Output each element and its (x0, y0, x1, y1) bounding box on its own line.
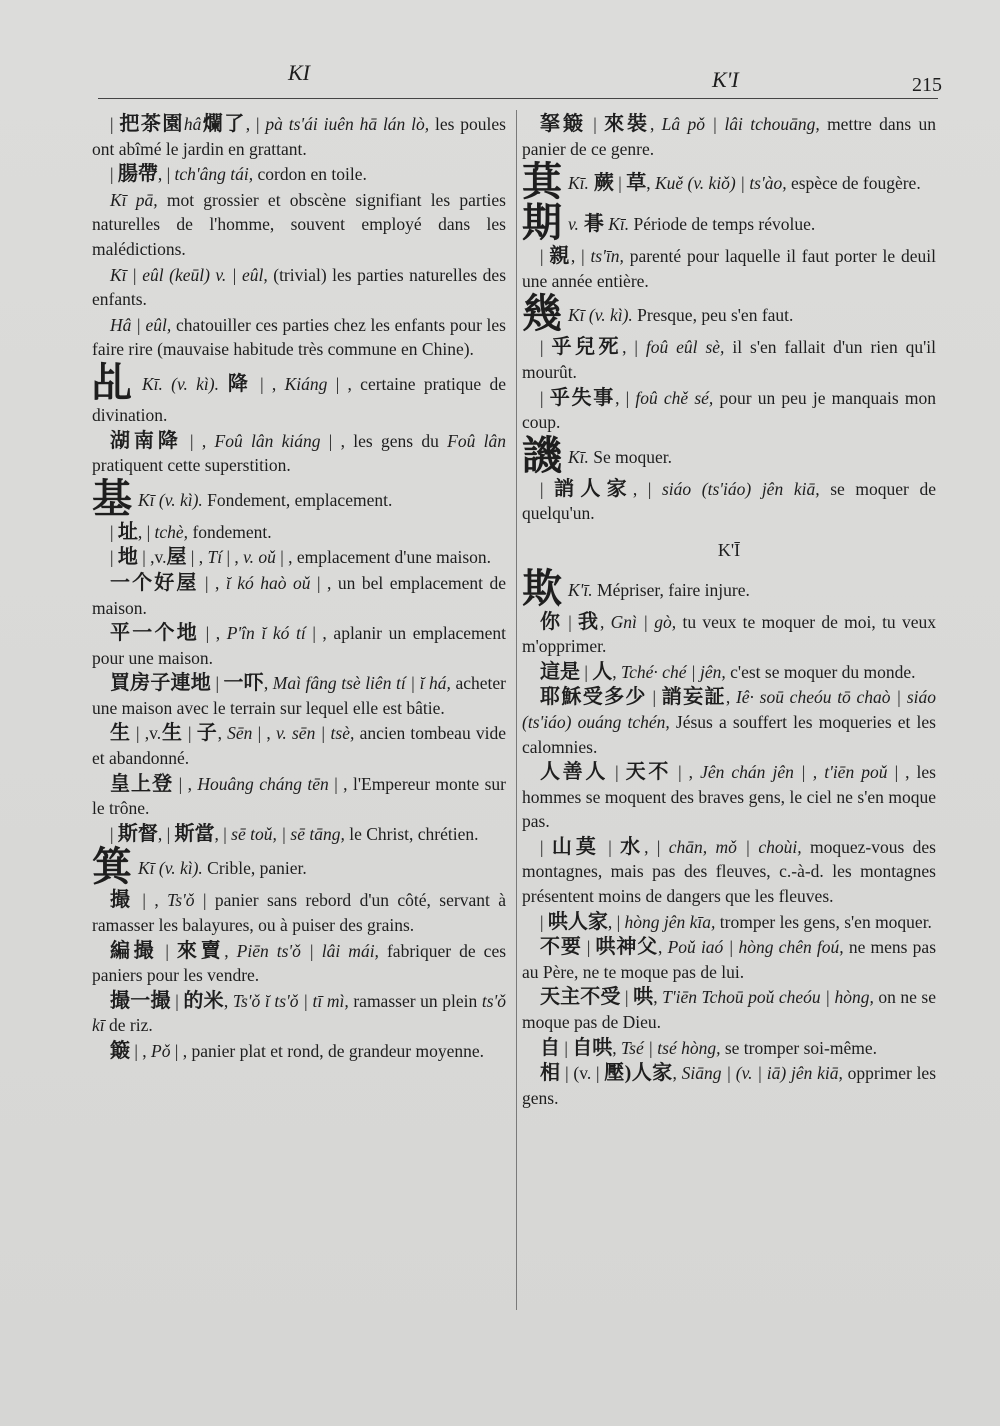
definition-text: | (170, 990, 184, 1011)
definition-text: | , l'Empereur monte sur le trône. (92, 773, 506, 819)
chinese-text: 爛了 (201, 113, 246, 135)
romanization: Poǔ iaó | hòng chên foú, (667, 937, 844, 958)
chinese-text: 湖南降 (110, 429, 182, 452)
definition-text: opprimer les gens. (522, 1063, 937, 1108)
romanization: Kī. (568, 173, 589, 194)
sub-entry (92, 671, 506, 720)
definition-text: | (608, 762, 626, 783)
romanization: tchè, (154, 521, 189, 542)
definition-text: | , (251, 373, 285, 394)
definition-text: | (585, 114, 605, 134)
definition-text: | (620, 987, 634, 1008)
sub-entry (522, 685, 936, 759)
definition-text: , | (615, 387, 636, 408)
romanization: v. oǔ (243, 547, 276, 568)
definition-text: | , certaine pratique de divination. (92, 373, 506, 425)
sub-entry (92, 571, 506, 620)
definition-text: | (580, 661, 593, 682)
definition-text: | (561, 611, 579, 632)
definition-text: pratiquent cette superstition. (92, 455, 291, 476)
definition-text: | (581, 937, 596, 958)
column-separator (516, 110, 517, 1310)
page-number: 215 (912, 74, 942, 96)
definition-text: Crible, panier. (202, 858, 307, 879)
romanization: Tí (207, 547, 223, 568)
chinese-text: 親 (549, 245, 571, 268)
romanization: Foû lân kiáng (214, 430, 321, 451)
definition-text: tu veux te moquer de moi, tu veux m'opprimer. (522, 611, 936, 657)
headword-entry (522, 200, 936, 246)
romanization: tch'âng tái, (174, 164, 254, 185)
definition-text: il s'en fallait d'un rien qu'il mourût. (522, 337, 936, 382)
chinese-text: 屋 (166, 546, 187, 569)
chinese-text: 降 (218, 372, 252, 395)
romanization: v. (568, 214, 579, 235)
chinese-text: 自 (540, 1036, 560, 1059)
definition-text: | panier sans rebord d'un côté, servant à ramasser les balayures, ou à puiser des grains. (92, 890, 506, 936)
chinese-text: 編撮 (110, 939, 158, 962)
definition-text: tromper les gens, s'en moquer. (715, 911, 932, 932)
definition-text: chatouiller ces parties chez les enfants pour les faire rire (mauvaise habitude très commune en Chine). (92, 314, 506, 360)
definition-text: le Christ, chrétien. (344, 823, 479, 844)
chinese-text: 把茶園 (119, 113, 184, 135)
sub-entry (92, 162, 506, 187)
chinese-text: 買房子連地 (110, 672, 211, 695)
definition-text: , | (607, 911, 625, 932)
chinese-text: 乎失事 (549, 386, 616, 409)
sub-entry (522, 477, 936, 526)
definition-text: | , (198, 572, 226, 593)
definition-text: | (613, 173, 627, 194)
headword-character: 譏 (522, 432, 562, 478)
sub-entry (92, 989, 506, 1038)
sub-entry (522, 935, 936, 984)
definition-text: | , (671, 762, 701, 783)
left-column (92, 112, 506, 1065)
definition-text: de riz. (104, 1015, 153, 1036)
definition-text: | , un bel emplacement de maison. (92, 572, 507, 618)
romanization: Maì fâng tsè liên tí | ĭ há, (272, 673, 451, 694)
running-header-right: K'I (712, 67, 739, 92)
sub-entry (522, 244, 936, 293)
definition-text: | (540, 911, 548, 932)
romanization: ĭ kó haò oǔ (225, 572, 311, 593)
romanization: Kī pā, (110, 189, 158, 210)
romanization: foû chě sé, (635, 387, 714, 408)
romanization: Kī (v. kì). (138, 858, 203, 879)
romanization: Kuě (v. kiǒ) | ts'ào, (654, 173, 787, 194)
definition-text: | (210, 673, 224, 694)
definition-text: | (540, 836, 552, 857)
chinese-text: 來裝 (604, 113, 650, 135)
chinese-text: 蕨 (588, 172, 614, 195)
definition-text: , (224, 940, 237, 961)
romanization: hâ (183, 114, 202, 134)
chinese-text: 一个好屋 (110, 571, 199, 594)
romanization: foû eûl sè, (645, 337, 725, 358)
definition-text: | , (173, 773, 198, 794)
definition-text: parenté pour laquelle il faut porter le deuil une année entière. (522, 246, 936, 291)
definition-text: mot grossier et obscène signifiant les parties naturelles de l'homme, souvent employé dans les malédictions. (92, 189, 506, 259)
definition-text: | (560, 1037, 573, 1058)
definition-text: , | (644, 836, 669, 857)
definition-text: , | (632, 478, 662, 499)
romanization: K'ī. (568, 579, 593, 600)
chinese-text: 撮 (110, 889, 135, 912)
romanization: Kī. (v. kì). (141, 373, 219, 394)
romanization: Lâ pǒ | lâi tchouāng, (661, 114, 820, 134)
chinese-text: 哄 (633, 986, 654, 1009)
definition-text: | , (130, 1041, 152, 1061)
sub-entry (92, 772, 506, 821)
section-heading: K'Ī (717, 539, 741, 560)
romanization: Houâng cháng tēn (197, 773, 329, 794)
definition-text: ramasser un plein (348, 990, 482, 1011)
sub-entry (522, 760, 936, 834)
definition-text: , (612, 661, 622, 682)
headword-entry (92, 475, 506, 521)
sub-entry (522, 112, 936, 161)
chinese-text: 的米 (183, 989, 224, 1012)
chinese-text: 天不 (625, 761, 672, 784)
definition-text: cordon en toile. (253, 164, 367, 185)
definition-text: , (672, 1063, 682, 1084)
chinese-text: 水 (620, 835, 645, 858)
chinese-text: 址 (117, 520, 138, 543)
romanization: Ts'ǒ ĭ ts'ǒ | tī mì, (232, 990, 349, 1011)
definition-text: | (540, 478, 555, 499)
definition-text: | , (252, 723, 276, 744)
romanization: Jên chán jên | , t'iēn poǔ (700, 762, 888, 783)
definition-text: | (157, 940, 177, 961)
definition-text: les poules ont abîmé le jardin en grattant. (92, 114, 506, 159)
headword-entry (92, 844, 506, 890)
chinese-text: 生 (161, 722, 183, 745)
chinese-text: 平一个地 (110, 622, 199, 645)
headword-character: 欺 (522, 565, 562, 611)
sub-entry (92, 1039, 506, 1064)
definition-text: | (110, 114, 120, 134)
definition-text: | (540, 337, 552, 358)
sub-entry (92, 429, 506, 478)
headword-character: 基 (92, 475, 132, 521)
chinese-text: 來賣 (176, 939, 225, 962)
definition-text: espèce de fougère. (786, 173, 921, 194)
chinese-text: 乎兒死 (551, 336, 623, 359)
romanization: Piēn ts'ǒ | lâi mái, (236, 940, 379, 961)
romanization: Hâ | eûl, (110, 314, 172, 335)
definition-text: | (110, 164, 118, 185)
chinese-text: 人善人 (540, 761, 609, 784)
definition-text: | , (181, 430, 215, 451)
definition-text: | , emplacement d'une maison. (275, 547, 492, 568)
chinese-text: 壓)人家 (604, 1062, 673, 1085)
chinese-text: 撮一撮 (110, 989, 171, 1012)
romanization: Tché· ché | jên, (621, 661, 726, 682)
sub-entry (92, 621, 506, 670)
romanization: T'iēn Tchoū poǔ cheóu | hòng, (662, 987, 874, 1008)
sub-entry (522, 910, 936, 935)
definition-text: | , panier plat et rond, de grandeur moyenne. (170, 1041, 484, 1061)
romanization: pà ts'ái iuên hā lán lò, (265, 114, 430, 134)
definition-text: | (110, 521, 118, 542)
definition-text: , | (245, 114, 266, 134)
headword-entry (92, 359, 506, 428)
romanization: Gnì | gò, (610, 611, 677, 632)
definition-text: , (263, 673, 273, 694)
chinese-text: 耶穌受多少 (540, 686, 647, 709)
sub-entry (522, 985, 936, 1034)
definition-text: Mépriser, faire injure. (592, 579, 750, 600)
definition-text: Se moquer. (588, 446, 673, 467)
sub-entry (92, 721, 506, 770)
definition-text: , (725, 687, 736, 708)
definition-text: , (217, 723, 228, 744)
definition-text: | , les gens du (320, 430, 448, 451)
romanization: chān, mǒ | choùi, (668, 836, 802, 857)
romanization: Iê· soū cheóu tō chaò | siáo (ts'iáo) ouáng tchén, (522, 687, 936, 732)
definition-text: se tromper soi-même. (720, 1037, 877, 1058)
chinese-text: 山莫 (551, 835, 600, 858)
sub-entry (522, 835, 936, 909)
definition-text: Fondement, emplacement. (202, 489, 393, 510)
definition-text: , | (622, 337, 646, 358)
definition-text: , (653, 987, 663, 1008)
romanization: Kī (v. kì). (138, 489, 203, 510)
definition-text: on ne se moque pas de Dieu. (522, 987, 937, 1033)
definition-text: , (223, 990, 233, 1011)
definition-text: , | (570, 246, 591, 267)
definition-text: mettre dans un panier de ce genre. (522, 114, 937, 159)
romanization: P'în ĭ kó tí (226, 623, 306, 644)
sub-entry (92, 520, 506, 545)
headword-entry (522, 291, 936, 337)
definition-text: , | (157, 823, 175, 844)
chinese-text: 簸 (110, 1040, 130, 1062)
chinese-text: 生 (110, 722, 131, 745)
definition-text: | , (198, 623, 227, 644)
chinese-text: 斯督 (117, 822, 158, 845)
running-header-left: KI (288, 60, 310, 85)
definition-text: | (182, 723, 197, 744)
definition-text: , (657, 937, 668, 958)
definition-text: , | (137, 521, 155, 542)
romanization: siáo (ts'iáo) jên kiā, (661, 478, 820, 499)
romanization: Kī. (568, 446, 589, 467)
definition-text: | (540, 387, 550, 408)
definition-text: , (649, 114, 662, 134)
chinese-text: 誚妄証 (661, 686, 726, 709)
definition-text: , (599, 611, 611, 632)
definition-text: se moquer de quelqu'un. (522, 478, 936, 524)
chinese-text: 地 (117, 546, 138, 569)
romanization: Kī (v. kì). (568, 305, 633, 326)
sub-entry (92, 939, 506, 988)
headword-character: 萁 (522, 159, 562, 205)
definition-text: | (540, 246, 550, 267)
sub-entry (92, 188, 506, 262)
definition-text: pour un peu je manquais mon coup. (522, 387, 936, 433)
romanization: Ts'ǒ (167, 890, 195, 911)
definition-text: | ,v. (137, 547, 167, 568)
definition-text: fabriquer de ces paniers pour les vendre. (92, 940, 507, 986)
romanization: Sēn (227, 723, 253, 744)
romanization: Pǒ (151, 1041, 171, 1061)
chinese-text: 不要 (540, 936, 582, 959)
romanization: ts'ǒ kī (92, 990, 507, 1036)
chinese-text: 誚人家 (554, 477, 633, 500)
definition-text: , (646, 173, 655, 194)
chinese-text: 人 (592, 660, 613, 683)
romanization: v. sēn | tsè, (275, 723, 355, 744)
chinese-text: 哄神父 (595, 936, 658, 959)
definition-text: | ,v. (130, 723, 162, 744)
headword-character: 乩 (92, 359, 136, 405)
sub-entry (522, 660, 936, 685)
chinese-text: 皇上登 (110, 772, 174, 795)
romanization: Kiáng (284, 373, 328, 394)
definition-text: Jésus a souffert les moqueries et les calomnies. (522, 711, 936, 757)
chinese-text: 拏簸 (540, 113, 586, 135)
sub-entry (522, 386, 936, 435)
romanization: ts'īn, (590, 246, 624, 267)
chinese-text: 朞 (578, 213, 604, 236)
definition-text: | , (222, 547, 244, 568)
definition-text: (trivial) les parties naturelles des enfants. (92, 264, 507, 310)
definition-text: acheter une maison avec le terrain sur lequel elle est bâtie. (92, 673, 506, 718)
headword-character: 期 (522, 200, 562, 246)
definition-text: fondement. (188, 521, 272, 542)
chinese-text: 我 (578, 610, 600, 633)
sub-entry (92, 545, 506, 570)
definition-text: | , aplanir un emplacement pour une maison. (92, 623, 507, 668)
headword-entry (522, 565, 936, 611)
definition-text: , (612, 1037, 622, 1058)
chinese-text: 腸帶 (117, 163, 158, 186)
headword-entry (522, 432, 936, 478)
romanization: sē toǔ, | sē tāng, (231, 823, 345, 844)
headword-character: 幾 (522, 291, 562, 337)
definition-text: | , les hommes se moquent des braves gens, le ciel ne s'en moque pas. (522, 762, 936, 832)
definition-text: Presque, peu s'en faut. (632, 305, 794, 326)
headword-entry (522, 159, 936, 205)
romanization: hòng jên kīa, (624, 911, 716, 932)
chinese-text: 這是 (540, 660, 580, 683)
sub-entry (92, 112, 506, 161)
chinese-text: 哄人家 (547, 910, 608, 933)
definition-text: | (v. | (560, 1063, 605, 1084)
chinese-text: 天主不受 (540, 986, 621, 1009)
definition-text: | (110, 547, 118, 568)
definition-text: Période de temps révolue. (629, 214, 816, 235)
romanization: Foû lân (447, 430, 506, 451)
chinese-text: 子 (196, 722, 218, 745)
definition-text: , | (157, 164, 175, 185)
definition-text: ne mens pas au Père, ne te moque pas de lui. (522, 937, 937, 982)
sub-entry (522, 1036, 936, 1061)
chinese-text: 自哄 (572, 1036, 613, 1059)
sub-entry (92, 822, 506, 847)
chinese-text: 相 (540, 1062, 561, 1085)
definition-text: | (646, 687, 662, 708)
definition-text: | (599, 836, 621, 857)
sub-entry (522, 1061, 936, 1110)
romanization: Siāng | (v. | iā) jên kiā, (681, 1063, 843, 1084)
chinese-text: 一吓 (223, 672, 264, 695)
sub-entry (522, 610, 936, 659)
sub-entry (92, 888, 506, 937)
headword-character: 箕 (92, 844, 132, 890)
chinese-text: 草 (626, 172, 647, 195)
romanization: Kī. (603, 214, 630, 235)
chinese-text: 你 (540, 610, 562, 633)
definition-text: | , (186, 547, 208, 568)
definition-text: | , (134, 890, 168, 911)
header-rule (98, 98, 938, 99)
definition-text: moquez-vous des montagnes, mais pas des fleuves, c.-à-d. les montagnes présentent moins de dangers que les fleuves. (522, 836, 936, 907)
right-column (522, 112, 936, 1111)
sub-entry (92, 313, 506, 362)
definition-text: c'est se moquer du monde. (725, 661, 916, 682)
sub-entry (522, 335, 936, 384)
definition-text: , | (214, 823, 232, 844)
romanization: Tsé | tsé hòng, (621, 1037, 721, 1058)
definition-text: | (110, 823, 118, 844)
sub-entry (92, 263, 506, 312)
romanization: Kī | eûl (keūl) v. | eûl, (110, 264, 268, 285)
chinese-text: 斯當 (174, 822, 215, 845)
definition-text: ancien tombeau vide et abandonné. (92, 723, 507, 769)
